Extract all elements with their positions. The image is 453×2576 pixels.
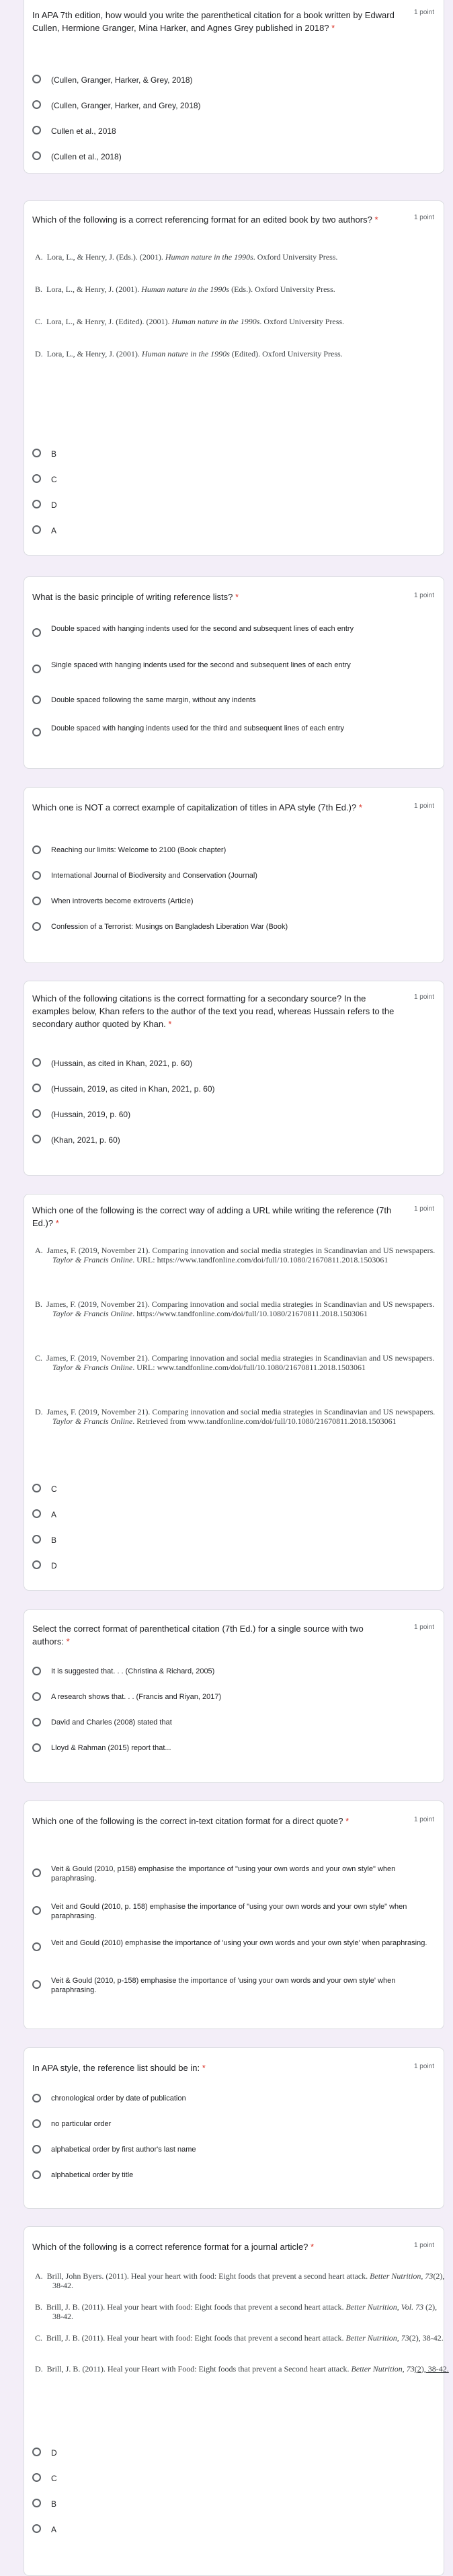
question-title xyxy=(32,801,395,814)
points-label: 1 point xyxy=(413,592,434,599)
reference-a xyxy=(35,1246,449,1264)
required-asterisk: * xyxy=(235,592,239,602)
question-title xyxy=(32,1815,395,1827)
question-title xyxy=(32,1204,402,1229)
ref-italic: Better Nutrition, 73 xyxy=(370,2271,434,2281)
radio-button[interactable] xyxy=(32,2448,41,2456)
required-asterisk: * xyxy=(202,2063,206,2073)
radio-button[interactable] xyxy=(32,75,41,83)
radio-button[interactable] xyxy=(32,897,41,905)
option-label: (Cullen et al., 2018) xyxy=(51,152,122,161)
question-card-4 xyxy=(24,787,444,963)
reference-b xyxy=(35,285,449,294)
radio-button[interactable] xyxy=(32,922,41,931)
option-label: Veit and Gould (2010) emphasise the importance of 'using your own words and your own style' when paraphrasing. xyxy=(51,1939,427,1947)
option-label: (Hussain, 2019, p. 60) xyxy=(51,1110,131,1119)
option-label: B xyxy=(51,1536,57,1545)
ref-text: . Oxford University Press. xyxy=(253,252,338,262)
option-label: (Cullen, Granger, Harker, & Grey, 2018) xyxy=(51,75,193,85)
reference-c xyxy=(35,317,449,326)
option-label: alphabetical order by first author's last name xyxy=(51,2146,196,2154)
radio-button[interactable] xyxy=(32,1743,41,1752)
option-label: Double spaced following the same margin, without any indents xyxy=(51,696,256,704)
ref-text: B. Lora, L., & Henry, J. (2001). xyxy=(35,285,142,294)
option-label: International Journal of Biodiversity and Conservation (Journal) xyxy=(51,872,257,880)
option-label: D xyxy=(51,1561,57,1570)
ref-text: C. Lora, L., & Henry, J. (Edited). (2001). xyxy=(35,317,172,326)
ref-text: D. Lora, L., & Henry, J. (2001). xyxy=(35,349,142,358)
points-label: 1 point xyxy=(413,214,434,221)
question-title xyxy=(32,213,409,226)
ref-italic: Taylor & Francis Online xyxy=(52,1363,133,1372)
option-label: Veit & Gould (2010, p158) emphasise the importance of "using your own words and your own style" when paraphrasing. xyxy=(51,1865,396,1883)
ref-text: C. Brill, J. B. (2011). Heal your heart with food: Eight foods that prevent a second heart attack. xyxy=(35,2333,346,2343)
option-label: C xyxy=(51,2474,57,2483)
radio-button[interactable] xyxy=(32,695,41,704)
radio-button[interactable] xyxy=(32,2145,41,2154)
question-card-9 xyxy=(24,2047,444,2209)
question-text: Which of the following is a correct reference format for a journal article? xyxy=(32,2242,308,2252)
radio-button[interactable] xyxy=(32,728,41,736)
question-card-3 xyxy=(24,576,444,769)
required-asterisk: * xyxy=(55,1218,59,1228)
radio-button[interactable] xyxy=(32,871,41,880)
radio-button[interactable] xyxy=(32,1692,41,1701)
option-label: When introverts become extroverts (Article) xyxy=(51,897,194,905)
question-card-10 xyxy=(24,2226,449,2576)
question-card-8 xyxy=(24,1801,444,2029)
question-text: What is the basic principle of writing reference lists? xyxy=(32,592,233,602)
option-label: A xyxy=(51,2525,57,2534)
option-label: Double spaced with hanging indents used for the second and subsequent lines of each entry xyxy=(51,625,354,633)
radio-button[interactable] xyxy=(32,525,41,534)
required-asterisk: * xyxy=(66,1636,70,1646)
ref-text: . Retrieved from www.tandfonline.com/doi/full/10.1080/21670811.2018.1503061 xyxy=(132,1416,397,1426)
ref-text: A. Lora, L., & Henry, J. (Eds.). (2001). xyxy=(35,252,165,262)
question-title xyxy=(32,591,409,603)
ref-text: A. Brill, John Byers. (2011). Heal your heart with food: Eight foods that prevent a second heart attack. xyxy=(35,2271,370,2281)
radio-button[interactable] xyxy=(32,1560,41,1569)
option-label: B xyxy=(51,449,57,459)
question-card-6 xyxy=(24,1194,444,1591)
reference-a xyxy=(35,252,449,262)
option-label: A xyxy=(51,526,57,535)
radio-button[interactable] xyxy=(32,126,41,135)
ref-text: (2), 38-42. xyxy=(409,2333,444,2343)
radio-button[interactable] xyxy=(32,1718,41,1727)
question-card-2 xyxy=(24,200,444,556)
reference-c xyxy=(35,1353,449,1372)
reference-d xyxy=(35,2364,449,2374)
radio-button[interactable] xyxy=(32,2524,41,2533)
question-text: Which of the following citations is the correct formatting for a secondary source? In the examples below, Khan refers to the author of the text you read, whereas Hussain refers to the secondary author quoted by Khan. xyxy=(32,993,395,1029)
radio-button[interactable] xyxy=(32,1484,41,1492)
ref-text: . URL: https://www.tandfonline.com/doi/full/10.1080/21670811.2018.1503061 xyxy=(132,1255,388,1264)
ref-italic: Taylor & Francis Online xyxy=(52,1416,133,1426)
question-card-1 xyxy=(24,0,444,174)
ref-text: B. Brill, J. B. (2011). Heal your heart with food: Eight foods that prevent a second heart attack. xyxy=(35,2302,346,2312)
ref-italic: Better Nutrition, 73 xyxy=(351,2364,415,2374)
question-title xyxy=(32,2061,409,2074)
option-label: Reaching our limits: Welcome to 2100 (Book chapter) xyxy=(51,846,226,854)
required-asterisk: * xyxy=(331,23,335,33)
ref-text: B. James, F. (2019, November 21). Comparing innovation and social media strategies in Scandinavian and US newspapers. xyxy=(35,1299,435,1309)
radio-button[interactable] xyxy=(32,1058,41,1067)
option-label: Cullen et al., 2018 xyxy=(51,126,116,136)
ref-italic: Better Nutrition, 73 xyxy=(345,2333,409,2343)
option-label: David and Charles (2008) stated that xyxy=(51,1718,172,1727)
radio-button[interactable] xyxy=(32,1868,41,1877)
option-label: A research shows that. . . (Francis and Riyan, 2017) xyxy=(51,1693,222,1701)
radio-button[interactable] xyxy=(32,2094,41,2103)
ref-text: A. James, F. (2019, November 21). Comparing innovation and social media strategies in Scandinavian and US newspapers. xyxy=(35,1246,436,1255)
question-text: Which one of the following is the correct in-text citation format for a direct quote? xyxy=(32,1816,343,1826)
ref-text: (2), 38-42. xyxy=(52,2302,438,2321)
required-asterisk: * xyxy=(345,1816,349,1826)
ref-text: . URL: www.tandfonline.com/doi/full/10.1080/21670811.2018.1503061 xyxy=(132,1363,366,1372)
option-label: chronological order by date of publication xyxy=(51,2094,186,2103)
reference-d xyxy=(35,1407,449,1426)
radio-button[interactable] xyxy=(32,2499,41,2507)
radio-button[interactable] xyxy=(32,665,41,673)
ref-text: . https://www.tandfonline.com/doi/full/10.1080/21670811.2018.1503061 xyxy=(132,1309,368,1318)
radio-button[interactable] xyxy=(32,449,41,457)
radio-button[interactable] xyxy=(32,1109,41,1118)
points-label: 1 point xyxy=(413,1816,434,1823)
question-card-5 xyxy=(24,981,444,1176)
option-label: It is suggested that. . . (Christina & Richard, 2005) xyxy=(51,1667,215,1675)
radio-button[interactable] xyxy=(32,2473,41,2482)
points-label: 1 point xyxy=(413,993,434,1001)
option-label: C xyxy=(51,475,57,484)
required-asterisk: * xyxy=(358,802,362,812)
option-label: (Cullen, Granger, Harker, and Grey, 2018) xyxy=(51,101,201,110)
radio-button[interactable] xyxy=(32,1667,41,1675)
points-label: 1 point xyxy=(413,802,434,810)
question-text: Which one is NOT a correct example of capitalization of titles in APA style (7th Ed.)? xyxy=(32,802,357,812)
question-text: Which one of the following is the correct way of adding a URL while writing the reference (7th Ed.)? xyxy=(32,1205,392,1228)
ref-text: (Edited). Oxford University Press. xyxy=(229,349,343,358)
radio-button[interactable] xyxy=(32,2170,41,2179)
option-label: Lloyd & Rahman (2015) report that... xyxy=(51,1744,171,1752)
points-label: 1 point xyxy=(413,1205,434,1213)
ref-italic: Taylor & Francis Online xyxy=(52,1309,133,1318)
radio-button[interactable] xyxy=(32,1980,41,1989)
reference-b xyxy=(35,1299,449,1318)
radio-button[interactable] xyxy=(32,628,41,637)
radio-button[interactable] xyxy=(32,100,41,109)
radio-button[interactable] xyxy=(32,1135,41,1143)
ref-italic: Human nature in the 1990s xyxy=(141,349,230,358)
option-label: B xyxy=(51,2499,57,2509)
question-card-7 xyxy=(24,1609,444,1783)
option-label: D xyxy=(51,2448,57,2458)
question-title xyxy=(32,2240,409,2253)
required-asterisk: * xyxy=(168,1019,172,1029)
ref-text: . Oxford University Press. xyxy=(259,317,345,326)
ref-italic: Human nature in the 1990s xyxy=(165,252,253,262)
ref-text: (Eds.). Oxford University Press. xyxy=(229,285,335,294)
option-label: no particular order xyxy=(51,2120,112,2128)
radio-button[interactable] xyxy=(32,151,41,160)
ref-italic: Human nature in the 1990s xyxy=(171,317,260,326)
ref-underlined: (2), 38-42. xyxy=(414,2364,449,2374)
points-label: 1 point xyxy=(413,2063,434,2070)
required-asterisk: * xyxy=(311,2242,315,2252)
option-label: C xyxy=(51,1484,57,1494)
ref-italic: Taylor & Francis Online xyxy=(52,1255,133,1264)
option-label: Veit & Gould (2010, p-158) emphasise the importance of 'using your own words and your own style' when paraphrasing. xyxy=(51,1977,396,1994)
option-label: Veit and Gould (2010, p. 158) emphasise the importance of "using your own words and your own style" when paraphrasing. xyxy=(51,1903,407,1920)
radio-button[interactable] xyxy=(32,1535,41,1544)
reference-a xyxy=(35,2271,449,2290)
option-label: Double spaced with hanging indents used for the third and subsequent lines of each entry xyxy=(51,724,345,732)
question-text: Select the correct format of parenthetical citation (7th Ed.) for a single source with two authors: xyxy=(32,1624,364,1646)
ref-italic: Better Nutrition, Vol. 73 xyxy=(345,2302,424,2312)
reference-b xyxy=(35,2302,449,2321)
option-label: (Khan, 2021, p. 60) xyxy=(51,1135,120,1145)
ref-text: D. James, F. (2019, November 21). Comparing innovation and social media strategies in Scandinavian and US newspapers. xyxy=(35,1407,436,1416)
option-label: Confession of a Terrorist: Musings on Bangladesh Liberation War (Book) xyxy=(51,923,288,931)
radio-button[interactable] xyxy=(32,474,41,483)
option-label: alphabetical order by title xyxy=(51,2171,134,2179)
radio-button[interactable] xyxy=(32,500,41,508)
radio-button[interactable] xyxy=(32,845,41,854)
option-label: (Hussain, as cited in Khan, 2021, p. 60) xyxy=(51,1059,193,1068)
radio-button[interactable] xyxy=(32,1084,41,1092)
reference-d xyxy=(35,349,449,358)
radio-button[interactable] xyxy=(32,2119,41,2128)
question-title xyxy=(32,992,402,1030)
points-label: 1 point xyxy=(413,9,434,16)
required-asterisk: * xyxy=(374,215,378,225)
reference-c xyxy=(35,2333,449,2343)
radio-button[interactable] xyxy=(32,1942,41,1951)
ref-text: (2), 38-42. xyxy=(52,2271,445,2290)
option-label: D xyxy=(51,500,57,510)
question-text: In APA style, the reference list should be in: xyxy=(32,2063,200,2073)
option-label: A xyxy=(51,1510,57,1519)
question-text: Which of the following is a correct referencing format for an edited book by two authors? xyxy=(32,215,372,225)
radio-button[interactable] xyxy=(32,1509,41,1518)
ref-text: D. Brill, J. B. (2011). Heal your Heart with Food: Eight foods that prevent a Second heart attack. xyxy=(35,2364,352,2374)
question-text: In APA 7th edition, how would you write the parenthetical citation for a book written by Edward Cullen, Hermione Granger, Mina Harker, and Agnes Grey published in 2018? xyxy=(32,10,395,33)
radio-button[interactable] xyxy=(32,1906,41,1915)
question-title xyxy=(32,1622,395,1648)
option-label: Single spaced with hanging indents used for the second and subsequent lines of each entry xyxy=(51,661,351,669)
ref-text: C. James, F. (2019, November 21). Comparing innovation and social media strategies in Scandinavian and US newspapers. xyxy=(35,1353,435,1363)
ref-italic: Human nature in the 1990s xyxy=(141,285,230,294)
points-label: 1 point xyxy=(413,1624,434,1631)
option-label: (Hussain, 2019, as cited in Khan, 2021, p. 60) xyxy=(51,1084,215,1094)
question-title xyxy=(32,9,395,34)
points-label: 1 point xyxy=(413,2242,434,2249)
